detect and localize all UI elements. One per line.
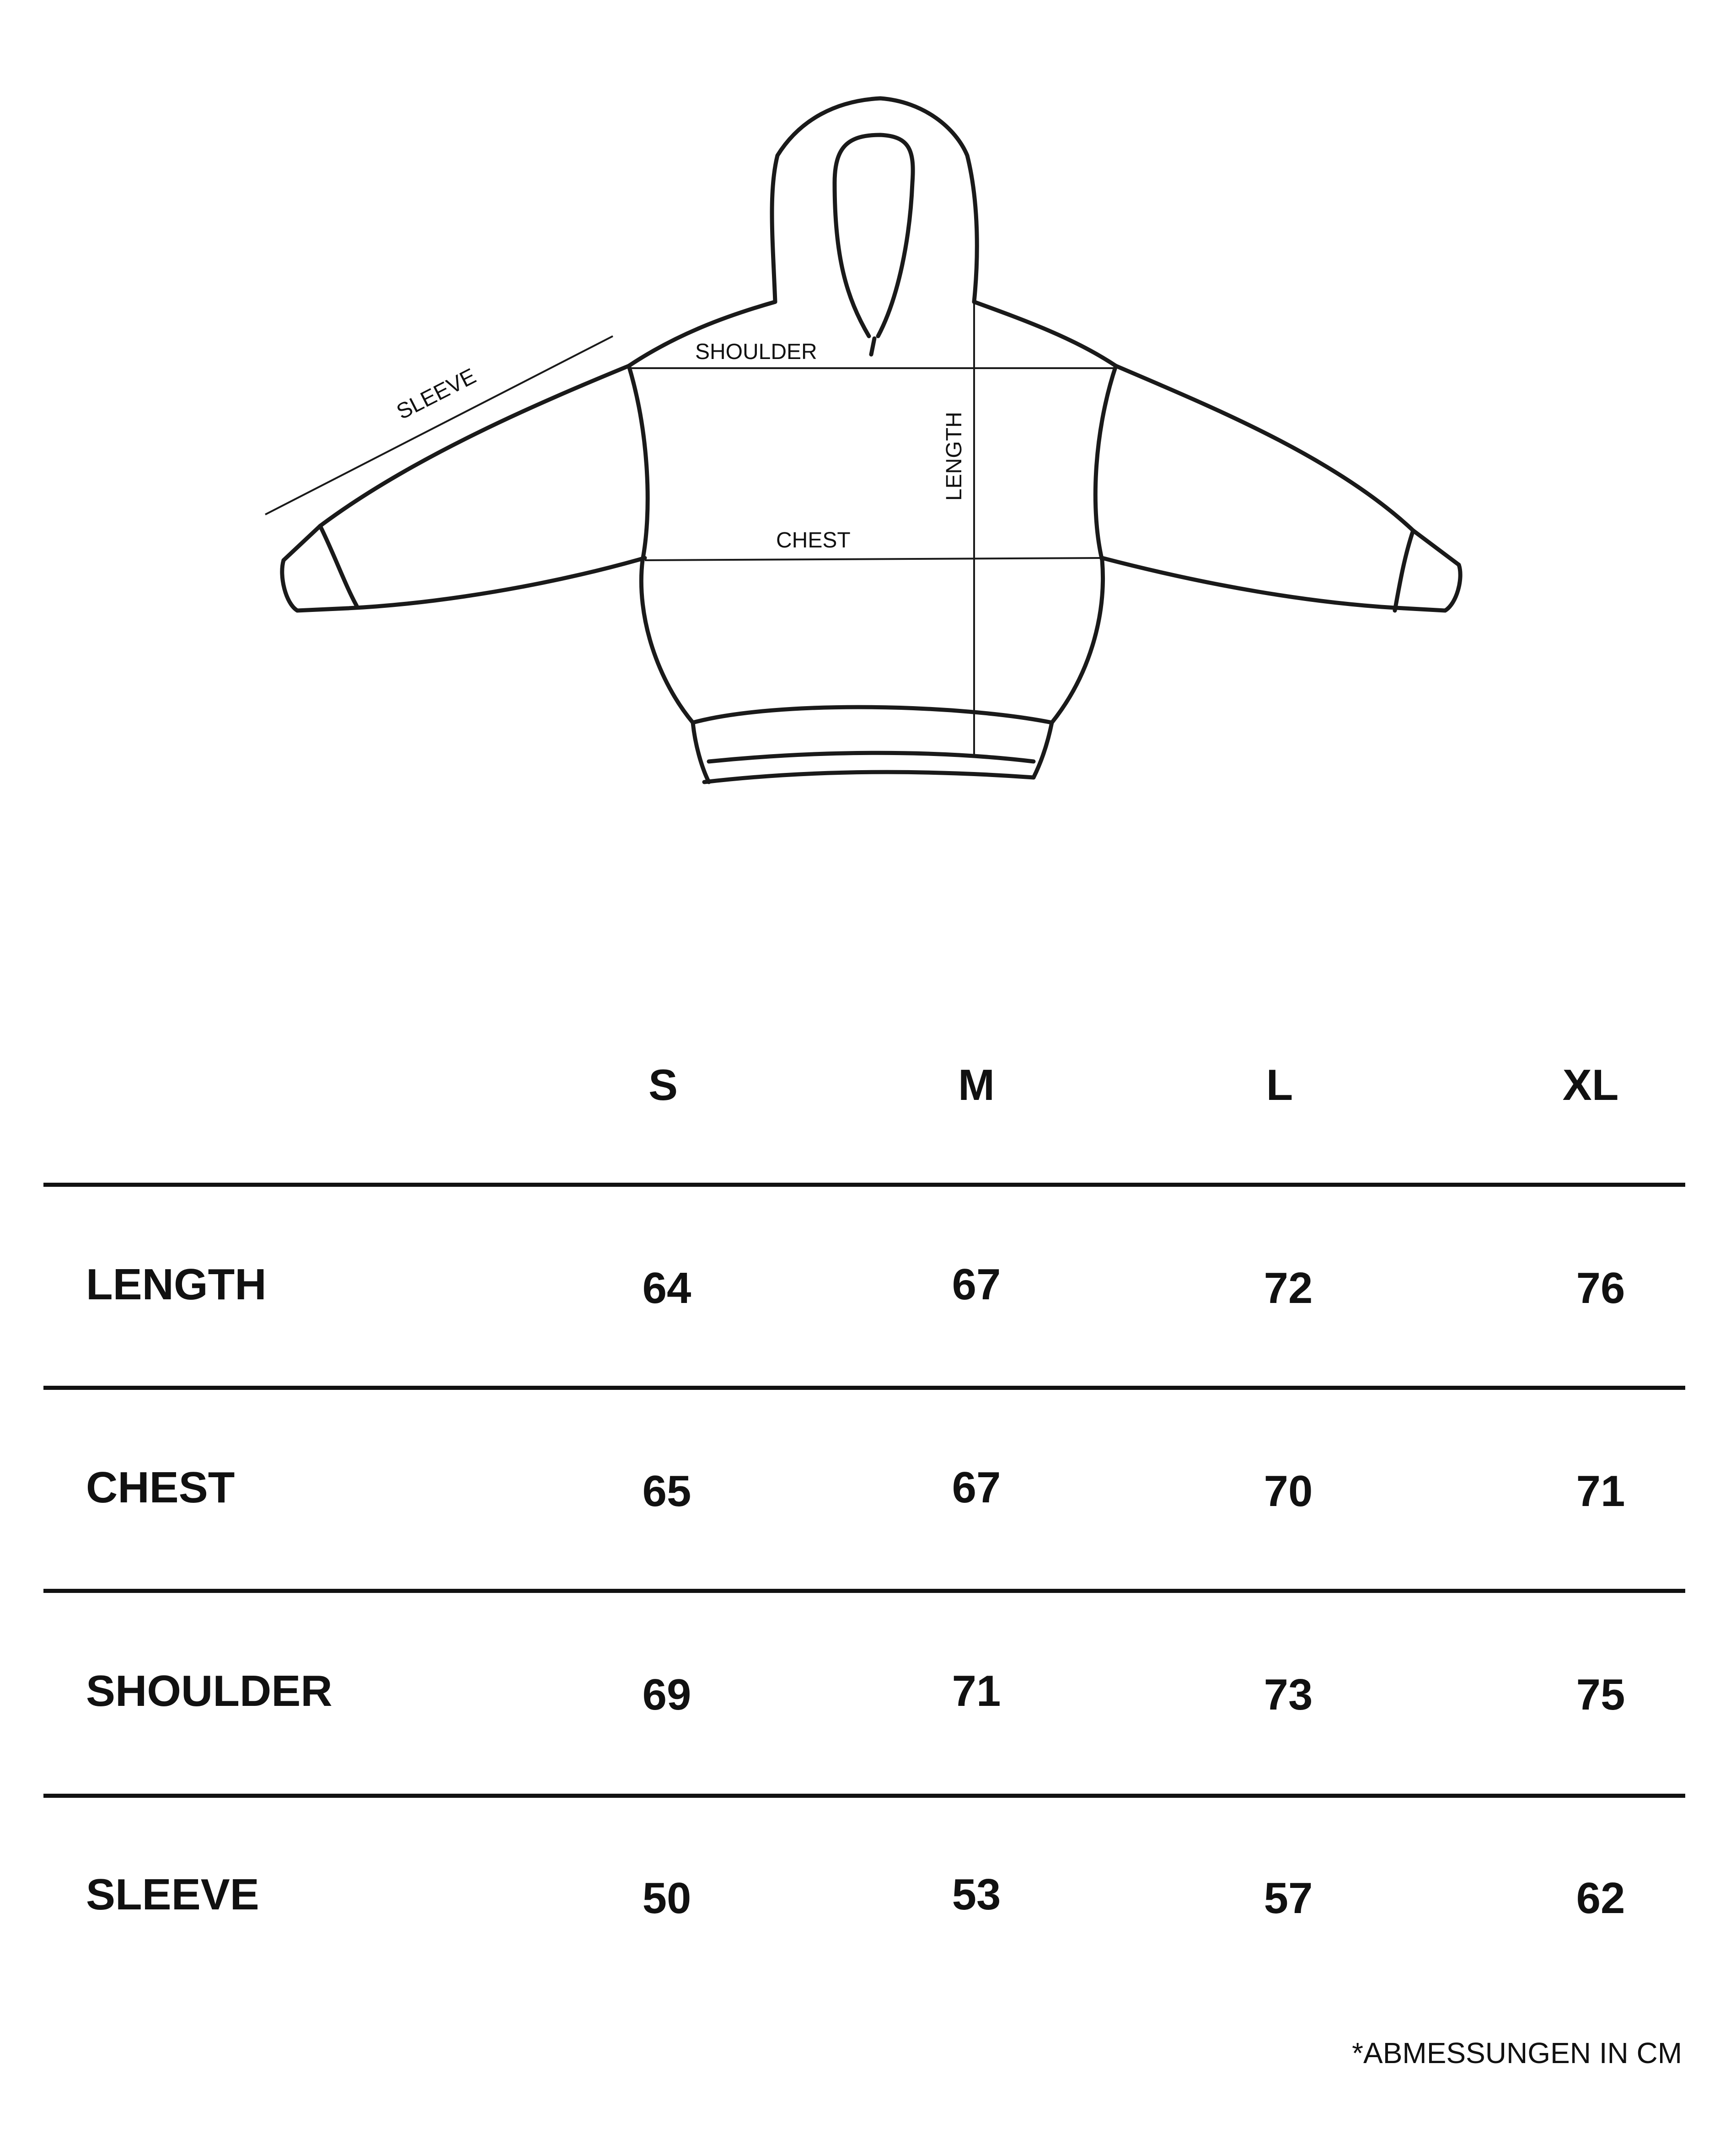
size-header-xl: XL xyxy=(1562,1061,1619,1110)
cell-shoulder-s: 69 xyxy=(642,1670,691,1719)
measurement-lines xyxy=(265,302,1116,755)
row-label-sleeve: SLEEVE xyxy=(86,1870,259,1919)
sleeve-label: SLEEVE xyxy=(392,364,480,424)
cell-sleeve-xl: 62 xyxy=(1576,1874,1625,1923)
cell-shoulder-m: 71 xyxy=(952,1667,1001,1715)
cell-chest-xl: 71 xyxy=(1576,1467,1625,1516)
row-label-shoulder: SHOULDER xyxy=(86,1667,332,1715)
cell-chest-s: 65 xyxy=(642,1467,691,1516)
units-footnote: *ABMESSUNGEN IN CM xyxy=(1352,2037,1682,2069)
cell-shoulder-l: 73 xyxy=(1264,1670,1313,1719)
table-divider xyxy=(43,1183,1685,1187)
hoodie-sketch xyxy=(282,98,1460,782)
row-label-length: LENGTH xyxy=(86,1260,267,1309)
cell-sleeve-s: 50 xyxy=(642,1874,691,1923)
cell-length-l: 72 xyxy=(1264,1264,1313,1313)
cell-length-m: 67 xyxy=(952,1260,1001,1309)
table-divider xyxy=(43,1386,1685,1390)
row-label-chest: CHEST xyxy=(86,1463,235,1512)
size-header-s: S xyxy=(648,1061,678,1110)
cell-sleeve-m: 53 xyxy=(952,1870,1001,1919)
hoodie-diagram xyxy=(0,0,1736,823)
length-label: LENGTH xyxy=(942,412,966,501)
cell-chest-m: 67 xyxy=(952,1463,1001,1512)
cell-chest-l: 70 xyxy=(1264,1467,1313,1516)
cell-length-s: 64 xyxy=(642,1264,691,1313)
table-divider xyxy=(43,1589,1685,1593)
size-header-m: M xyxy=(958,1061,995,1110)
shoulder-label: SHOULDER xyxy=(695,340,817,364)
cell-length-xl: 76 xyxy=(1576,1264,1625,1313)
size-header-l: L xyxy=(1266,1061,1293,1110)
table-divider xyxy=(43,1794,1685,1798)
cell-shoulder-xl: 75 xyxy=(1576,1670,1625,1719)
cell-sleeve-l: 57 xyxy=(1264,1874,1313,1923)
chest-label: CHEST xyxy=(776,528,851,552)
